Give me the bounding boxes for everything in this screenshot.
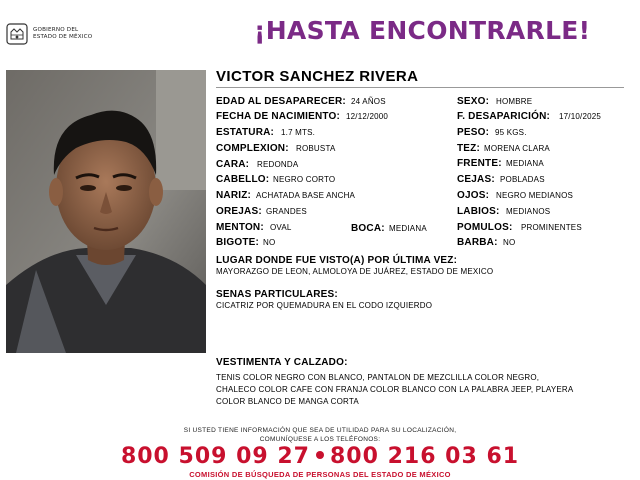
clothing-description [216, 372, 626, 408]
birthdate-label: FECHA DE NACIMIENTO: [216, 111, 340, 122]
mouth-label: BOCA: [351, 223, 385, 234]
skin-label: TEZ: [457, 143, 481, 154]
clothing-line: COLOR BLANCO DE MANGA CORTA [216, 397, 359, 406]
build-label: COMPLEXION: [216, 143, 289, 154]
banner-title: ¡HASTA ENCONTRARLE! [254, 16, 591, 45]
commission-name: COMISIÓN DE BÚSQUEDA DE PERSONAS DEL ESTADO DE MÉXICO [189, 470, 451, 479]
birthdate-value: 12/12/2000 [346, 112, 389, 121]
forehead-value: MEDIANA [506, 159, 544, 168]
beard-label: BARBA: [457, 237, 498, 248]
beard-value: NO [503, 238, 516, 247]
hair-value: NEGRO CORTO [273, 175, 336, 184]
bullet-dot-icon [316, 451, 324, 459]
forehead-label: FRENTE: [457, 158, 502, 169]
face-label: CARA: [216, 159, 250, 170]
mustache-value: NO [263, 238, 276, 247]
ears-label: OREJAS: [216, 206, 262, 217]
skin-value: MORENA CLARA [484, 144, 550, 153]
weight-label: PESO: [457, 127, 490, 138]
phone-numbers [0, 444, 640, 469]
eyebrows-value: POBLADAS [500, 175, 545, 184]
last-seen-value: MAYORAZGO DE LEON, ALMOLOYA DE JUÁREZ, ESTADO DE MEXICO [216, 267, 494, 276]
lips-label: LABIOS: [457, 206, 500, 217]
eyebrows-label: CEJAS: [457, 174, 495, 185]
clothing-label: VESTIMENTA Y CALZADO: [216, 357, 348, 368]
hair-label: CABELLO: [216, 174, 270, 185]
clothing-line: CHALECO COLOR CAFE CON FRANJA COLOR BLANCO CON LA PALABRA JEEP, PLAYERA [216, 385, 574, 394]
marks-label: SENAS PARTICULARES: [216, 289, 338, 300]
phone-number-1[interactable]: 800 509 09 27 [120, 444, 310, 469]
sex-label: SEXO: [457, 96, 490, 107]
lips-value: MEDIANOS [506, 207, 551, 216]
person-name: VICTOR SANCHEZ RIVERA [216, 68, 419, 85]
mustache-label: BIGOTE: [216, 237, 260, 248]
ears-value: GRANDES [266, 207, 307, 216]
contact-note: SI USTED TIENE INFORMACIÓN QUE SEA DE UTILIDAD PARA SU LOCALIZACIÓN, COMUNÍQUESE A LOS TELÉFONOS: [183, 427, 457, 443]
eyes-value: NEGRO MEDIANOS [496, 191, 574, 200]
missing-date-label: F. DESAPARICIÓN: [457, 111, 551, 122]
edad-value: 24 AÑOS [351, 97, 386, 106]
eyes-label: OJOS: [457, 190, 490, 201]
face-value: REDONDA [257, 160, 299, 169]
last-seen-label: LUGAR DONDE FUE VISTO(A) POR ÚLTIMA VEZ: [216, 255, 458, 266]
missing-date-value: 17/10/2025 [559, 112, 602, 121]
edad-label: EDAD AL DESAPARECER: [216, 96, 346, 107]
height-value: 1.7 MTS. [281, 128, 316, 137]
mouth-value: MEDIANA [389, 224, 427, 233]
logo-text: GOBIERNO DEL ESTADO DE MÉXICO [33, 27, 93, 40]
nose-value: ACHATADA BASE ANCHA [256, 191, 356, 200]
marks-value: CICATRIZ POR QUEMADURA EN EL CODO IZQUIERDO [216, 301, 433, 310]
build-value: ROBUSTA [296, 144, 336, 153]
nose-label: NARIZ: [216, 190, 252, 201]
clothing-line: TENIS COLOR NEGRO CON BLANCO, PANTALON DE MEZCLILLA COLOR NEGRO, [216, 373, 540, 382]
sex-value: HOMBRE [496, 97, 533, 106]
chin-label: MENTON: [216, 222, 264, 233]
cheekbones-label: POMULOS: [457, 222, 513, 233]
chin-value: OVAL [270, 223, 292, 232]
height-label: ESTATURA: [216, 127, 275, 138]
cheekbones-value: PROMINENTES [521, 223, 582, 232]
phone-number-2[interactable]: 800 216 03 61 [330, 444, 520, 469]
weight-value: 95 KGS. [495, 128, 527, 137]
